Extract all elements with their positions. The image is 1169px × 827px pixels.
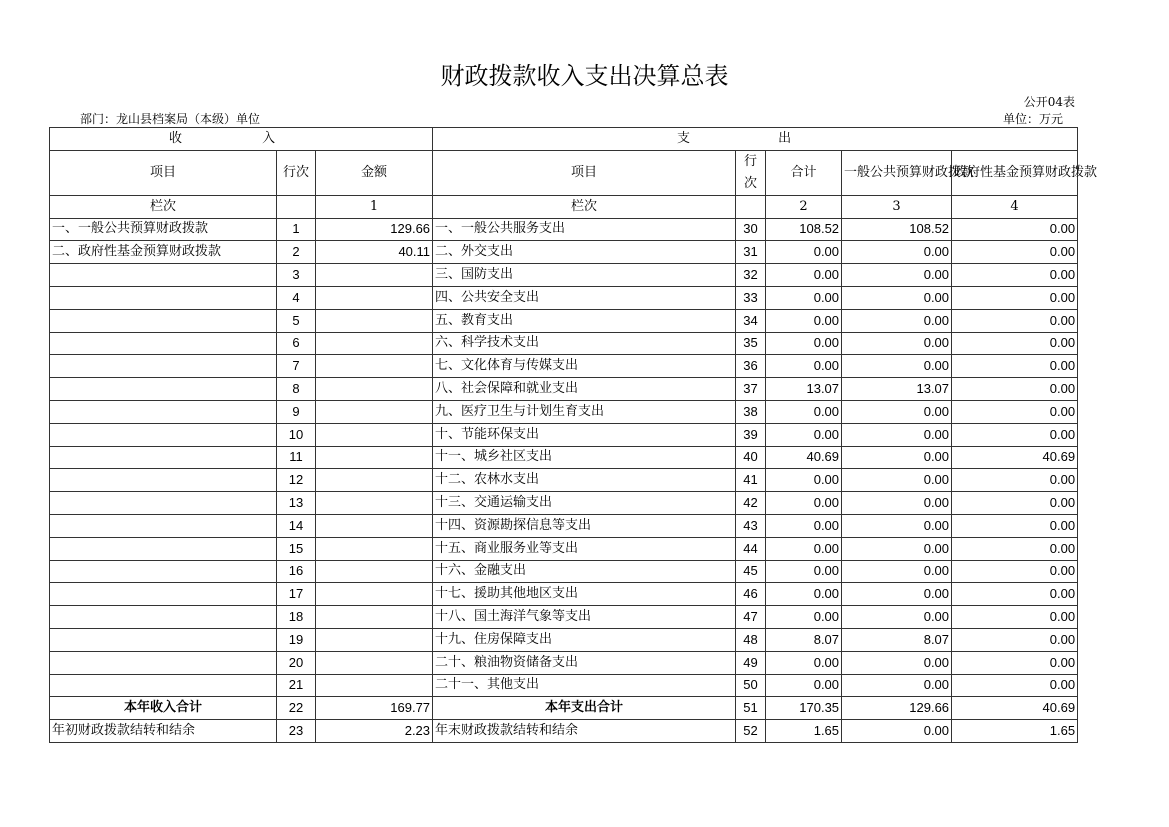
closing-carryover-label: 年末财政拨款结转和结余 <box>433 720 736 743</box>
total-cell: 0.00 <box>766 400 842 423</box>
income-line-cell: 12 <box>277 469 316 492</box>
totals-row <box>50 697 1078 720</box>
expense-line-cell: 50 <box>736 674 766 697</box>
expense-line-cell: 31 <box>736 241 766 264</box>
table-row <box>50 674 1078 697</box>
general-budget-cell: 0.00 <box>842 264 952 287</box>
income-item-cell <box>50 583 277 606</box>
total-cell: 13.07 <box>766 378 842 401</box>
income-group-header: 收 入 <box>50 128 433 151</box>
general-budget-cell: 0.00 <box>842 583 952 606</box>
general-budget-cell: 0.00 <box>842 309 952 332</box>
general-budget-cell: 0.00 <box>842 560 952 583</box>
income-amount-cell <box>316 332 433 355</box>
gov-fund-cell: 0.00 <box>952 537 1078 560</box>
general-budget-cell: 0.00 <box>842 286 952 309</box>
table-row <box>50 286 1078 309</box>
expense-line-cell: 30 <box>736 218 766 241</box>
expense-item-cell: 十五、商业服务业等支出 <box>433 537 736 560</box>
total-cell: 0.00 <box>766 560 842 583</box>
total-cell: 0.00 <box>766 469 842 492</box>
income-item-header: 项目 <box>50 150 277 195</box>
general-budget-cell: 0.00 <box>842 492 952 515</box>
income-line-cell: 11 <box>277 446 316 469</box>
income-line-cell: 7 <box>277 355 316 378</box>
total-cell: 0.00 <box>766 606 842 629</box>
income-line-cell: 14 <box>277 514 316 537</box>
table-row <box>50 606 1078 629</box>
expense-item-cell: 二十、粮油物资储备支出 <box>433 651 736 674</box>
general-budget-cell: 0.00 <box>842 423 952 446</box>
general-budget-cell: 0.00 <box>842 606 952 629</box>
total-cell: 0.00 <box>766 355 842 378</box>
general-budget-cell: 0.00 <box>842 469 952 492</box>
total-cell: 0.00 <box>766 332 842 355</box>
closing-carryover-line: 52 <box>736 720 766 743</box>
gov-fund-cell: 0.00 <box>952 492 1078 515</box>
income-item-cell <box>50 514 277 537</box>
carryover-row <box>50 720 1078 743</box>
gov-fund-cell: 40.69 <box>952 446 1078 469</box>
expense-item-header: 项目 <box>433 150 736 195</box>
gov-fund-cell: 0.00 <box>952 423 1078 446</box>
income-amount-cell <box>316 286 433 309</box>
income-amount-cell <box>316 514 433 537</box>
income-amount-cell <box>316 446 433 469</box>
closing-carryover-total: 1.65 <box>766 720 842 743</box>
income-line-cell: 20 <box>277 651 316 674</box>
expense-item-cell: 十一、城乡社区支出 <box>433 446 736 469</box>
gov-fund-cell: 0.00 <box>952 286 1078 309</box>
income-item-cell <box>50 264 277 287</box>
table-row <box>50 378 1078 401</box>
expense-item-cell: 八、社会保障和就业支出 <box>433 378 736 401</box>
expense-total-cell: 170.35 <box>766 697 842 720</box>
table-row <box>50 560 1078 583</box>
expense-total-fund: 40.69 <box>952 697 1078 720</box>
income-amount-cell <box>316 423 433 446</box>
table-row <box>50 628 1078 651</box>
table-row <box>50 446 1078 469</box>
total-cell: 108.52 <box>766 218 842 241</box>
income-item-cell <box>50 628 277 651</box>
income-amount-cell <box>316 469 433 492</box>
income-line-cell: 5 <box>277 309 316 332</box>
total-cell: 0.00 <box>766 423 842 446</box>
expense-item-cell: 三、国防支出 <box>433 264 736 287</box>
opening-carryover-line: 23 <box>277 720 316 743</box>
table-row <box>50 355 1078 378</box>
expense-column-index-label: 栏次 <box>433 195 736 218</box>
opening-carryover-label: 年初财政拨款结转和结余 <box>50 720 277 743</box>
table-row <box>50 332 1078 355</box>
income-amount-cell <box>316 264 433 287</box>
income-item-cell <box>50 651 277 674</box>
gov-fund-header: 政府性基金预算财政拨款 <box>952 150 1078 195</box>
column-index-label: 栏次 <box>50 195 277 218</box>
expense-item-cell: 四、公共安全支出 <box>433 286 736 309</box>
total-cell: 0.00 <box>766 286 842 309</box>
general-budget-cell: 0.00 <box>842 446 952 469</box>
table-row <box>50 583 1078 606</box>
income-amount-cell <box>316 674 433 697</box>
total-cell: 0.00 <box>766 537 842 560</box>
income-line-cell: 17 <box>277 583 316 606</box>
income-item-cell <box>50 309 277 332</box>
income-line-cell: 21 <box>277 674 316 697</box>
income-line-cell: 2 <box>277 241 316 264</box>
income-item-cell <box>50 446 277 469</box>
total-cell: 0.00 <box>766 309 842 332</box>
expense-line-cell: 34 <box>736 309 766 332</box>
gov-fund-cell: 0.00 <box>952 241 1078 264</box>
gov-fund-cell: 0.00 <box>952 674 1078 697</box>
income-amount-cell: 129.66 <box>316 218 433 241</box>
gov-fund-cell: 0.00 <box>952 651 1078 674</box>
income-amount-cell <box>316 628 433 651</box>
income-amount-cell <box>316 378 433 401</box>
total-cell: 0.00 <box>766 264 842 287</box>
expense-total-general: 129.66 <box>842 697 952 720</box>
total-cell: 0.00 <box>766 514 842 537</box>
general-budget-cell: 108.52 <box>842 218 952 241</box>
income-item-cell <box>50 537 277 560</box>
expense-item-cell: 五、教育支出 <box>433 309 736 332</box>
income-amount-cell <box>316 651 433 674</box>
expense-total-label: 本年支出合计 <box>433 697 736 720</box>
income-line-cell: 15 <box>277 537 316 560</box>
expense-line-cell: 33 <box>736 286 766 309</box>
total-cell: 40.69 <box>766 446 842 469</box>
expense-item-cell: 七、文化体育与传媒支出 <box>433 355 736 378</box>
expense-item-cell: 十七、援助其他地区支出 <box>433 583 736 606</box>
income-amount-cell <box>316 606 433 629</box>
table-row <box>50 651 1078 674</box>
table-row <box>50 492 1078 515</box>
expense-line-cell: 36 <box>736 355 766 378</box>
column-index-3: 3 <box>842 195 952 218</box>
expense-line-cell: 47 <box>736 606 766 629</box>
income-line-cell: 6 <box>277 332 316 355</box>
closing-carryover-fund: 1.65 <box>952 720 1078 743</box>
total-header: 合计 <box>766 150 842 195</box>
income-line-cell: 19 <box>277 628 316 651</box>
expense-item-cell: 一、一般公共服务支出 <box>433 218 736 241</box>
general-budget-header: 一般公共预算财政拨款 <box>842 150 952 195</box>
expense-item-cell: 十三、交通运输支出 <box>433 492 736 515</box>
gov-fund-cell: 0.00 <box>952 560 1078 583</box>
expense-item-cell: 二十一、其他支出 <box>433 674 736 697</box>
income-item-cell: 二、政府性基金预算财政拨款 <box>50 241 277 264</box>
report-table <box>49 127 1098 743</box>
income-item-cell <box>50 674 277 697</box>
expense-line-cell: 45 <box>736 560 766 583</box>
total-cell: 0.00 <box>766 583 842 606</box>
gov-fund-cell: 0.00 <box>952 583 1078 606</box>
general-budget-cell: 8.07 <box>842 628 952 651</box>
income-line-cell: 10 <box>277 423 316 446</box>
table-row <box>50 423 1078 446</box>
expense-column-index-empty <box>736 195 766 218</box>
expense-line-cell: 40 <box>736 446 766 469</box>
expense-line-cell: 38 <box>736 400 766 423</box>
income-line-cell: 13 <box>277 492 316 515</box>
general-budget-cell: 0.00 <box>842 651 952 674</box>
expense-line-cell: 37 <box>736 378 766 401</box>
income-amount-header: 金额 <box>316 150 433 195</box>
income-amount-cell <box>316 560 433 583</box>
table-row <box>50 400 1078 423</box>
gov-fund-cell: 0.00 <box>952 628 1078 651</box>
gov-fund-cell: 0.00 <box>952 514 1078 537</box>
expense-line-cell: 35 <box>736 332 766 355</box>
expense-item-cell: 十八、国土海洋气象等支出 <box>433 606 736 629</box>
expense-line-cell: 41 <box>736 469 766 492</box>
income-item-cell: 一、一般公共预算财政拨款 <box>50 218 277 241</box>
general-budget-cell: 0.00 <box>842 514 952 537</box>
expense-line-cell: 43 <box>736 514 766 537</box>
table-row <box>50 218 1078 241</box>
income-item-cell <box>50 606 277 629</box>
expense-total-line: 51 <box>736 697 766 720</box>
table-row <box>50 514 1078 537</box>
income-line-cell: 18 <box>277 606 316 629</box>
expense-item-cell: 十二、农林水支出 <box>433 469 736 492</box>
income-amount-cell: 40.11 <box>316 241 433 264</box>
general-budget-cell: 0.00 <box>842 400 952 423</box>
income-item-cell <box>50 423 277 446</box>
expense-line-cell: 46 <box>736 583 766 606</box>
table-row <box>50 469 1078 492</box>
income-line-cell: 4 <box>277 286 316 309</box>
total-cell: 0.00 <box>766 651 842 674</box>
expense-item-cell: 九、医疗卫生与计划生育支出 <box>433 400 736 423</box>
gov-fund-cell: 0.00 <box>952 378 1078 401</box>
column-index-4: 4 <box>952 195 1078 218</box>
income-item-cell <box>50 286 277 309</box>
form-number: 公开04表 <box>1023 95 1075 109</box>
gov-fund-cell: 0.00 <box>952 332 1078 355</box>
column-index-empty <box>277 195 316 218</box>
expense-line-cell: 32 <box>736 264 766 287</box>
general-budget-cell: 0.00 <box>842 674 952 697</box>
income-item-cell <box>50 560 277 583</box>
total-cell: 0.00 <box>766 241 842 264</box>
gov-fund-cell: 0.00 <box>952 469 1078 492</box>
gov-fund-cell: 0.00 <box>952 309 1078 332</box>
income-item-cell <box>50 469 277 492</box>
page-title: 财政拨款收入支出决算总表 <box>440 62 729 90</box>
expense-line-cell: 42 <box>736 492 766 515</box>
gov-fund-cell: 0.00 <box>952 264 1078 287</box>
income-amount-cell <box>316 492 433 515</box>
income-item-cell <box>50 378 277 401</box>
expense-group-header: 支 出 <box>433 128 1078 151</box>
opening-carryover-amount: 2.23 <box>316 720 433 743</box>
income-line-cell: 16 <box>277 560 316 583</box>
gov-fund-cell: 0.00 <box>952 400 1078 423</box>
income-item-cell <box>50 332 277 355</box>
department-label: 部门：龙山县档案局（本级）单位 <box>80 112 261 126</box>
general-budget-cell: 0.00 <box>842 241 952 264</box>
expense-item-cell: 十九、住房保障支出 <box>433 628 736 651</box>
column-index-2: 2 <box>766 195 842 218</box>
income-line-cell: 8 <box>277 378 316 401</box>
expense-line-cell: 49 <box>736 651 766 674</box>
table-row <box>50 537 1078 560</box>
income-amount-cell <box>316 355 433 378</box>
general-budget-cell: 0.00 <box>842 355 952 378</box>
income-item-cell <box>50 400 277 423</box>
table-row <box>50 264 1078 287</box>
income-amount-cell <box>316 400 433 423</box>
total-cell: 0.00 <box>766 492 842 515</box>
income-amount-cell <box>316 309 433 332</box>
table-row <box>50 309 1078 332</box>
expense-item-cell: 十六、金融支出 <box>433 560 736 583</box>
general-budget-cell: 0.00 <box>842 332 952 355</box>
gov-fund-cell: 0.00 <box>952 606 1078 629</box>
income-total-amount: 169.77 <box>316 697 433 720</box>
column-index-1: 1 <box>316 195 433 218</box>
expense-line-cell: 39 <box>736 423 766 446</box>
income-line-cell: 9 <box>277 400 316 423</box>
gov-fund-cell: 0.00 <box>952 218 1078 241</box>
income-amount-cell <box>316 537 433 560</box>
general-budget-cell: 0.00 <box>842 537 952 560</box>
income-amount-cell <box>316 583 433 606</box>
unit-label: 单位：万元 <box>1002 112 1063 126</box>
expense-line-cell: 48 <box>736 628 766 651</box>
general-budget-cell: 13.07 <box>842 378 952 401</box>
gov-fund-cell: 0.00 <box>952 355 1078 378</box>
income-total-line: 22 <box>277 697 316 720</box>
total-cell: 8.07 <box>766 628 842 651</box>
income-line-header: 行次 <box>277 150 316 195</box>
income-line-cell: 1 <box>277 218 316 241</box>
expense-item-cell: 十、节能环保支出 <box>433 423 736 446</box>
income-line-cell: 3 <box>277 264 316 287</box>
closing-carryover-general: 0.00 <box>842 720 952 743</box>
expense-item-cell: 六、科学技术支出 <box>433 332 736 355</box>
table-row <box>50 241 1078 264</box>
income-total-label: 本年收入合计 <box>50 697 277 720</box>
expense-line-header: 行次 <box>736 150 766 195</box>
income-item-cell <box>50 492 277 515</box>
expense-item-cell: 二、外交支出 <box>433 241 736 264</box>
income-item-cell <box>50 355 277 378</box>
expense-item-cell: 十四、资源勘探信息等支出 <box>433 514 736 537</box>
total-cell: 0.00 <box>766 674 842 697</box>
expense-line-cell: 44 <box>736 537 766 560</box>
